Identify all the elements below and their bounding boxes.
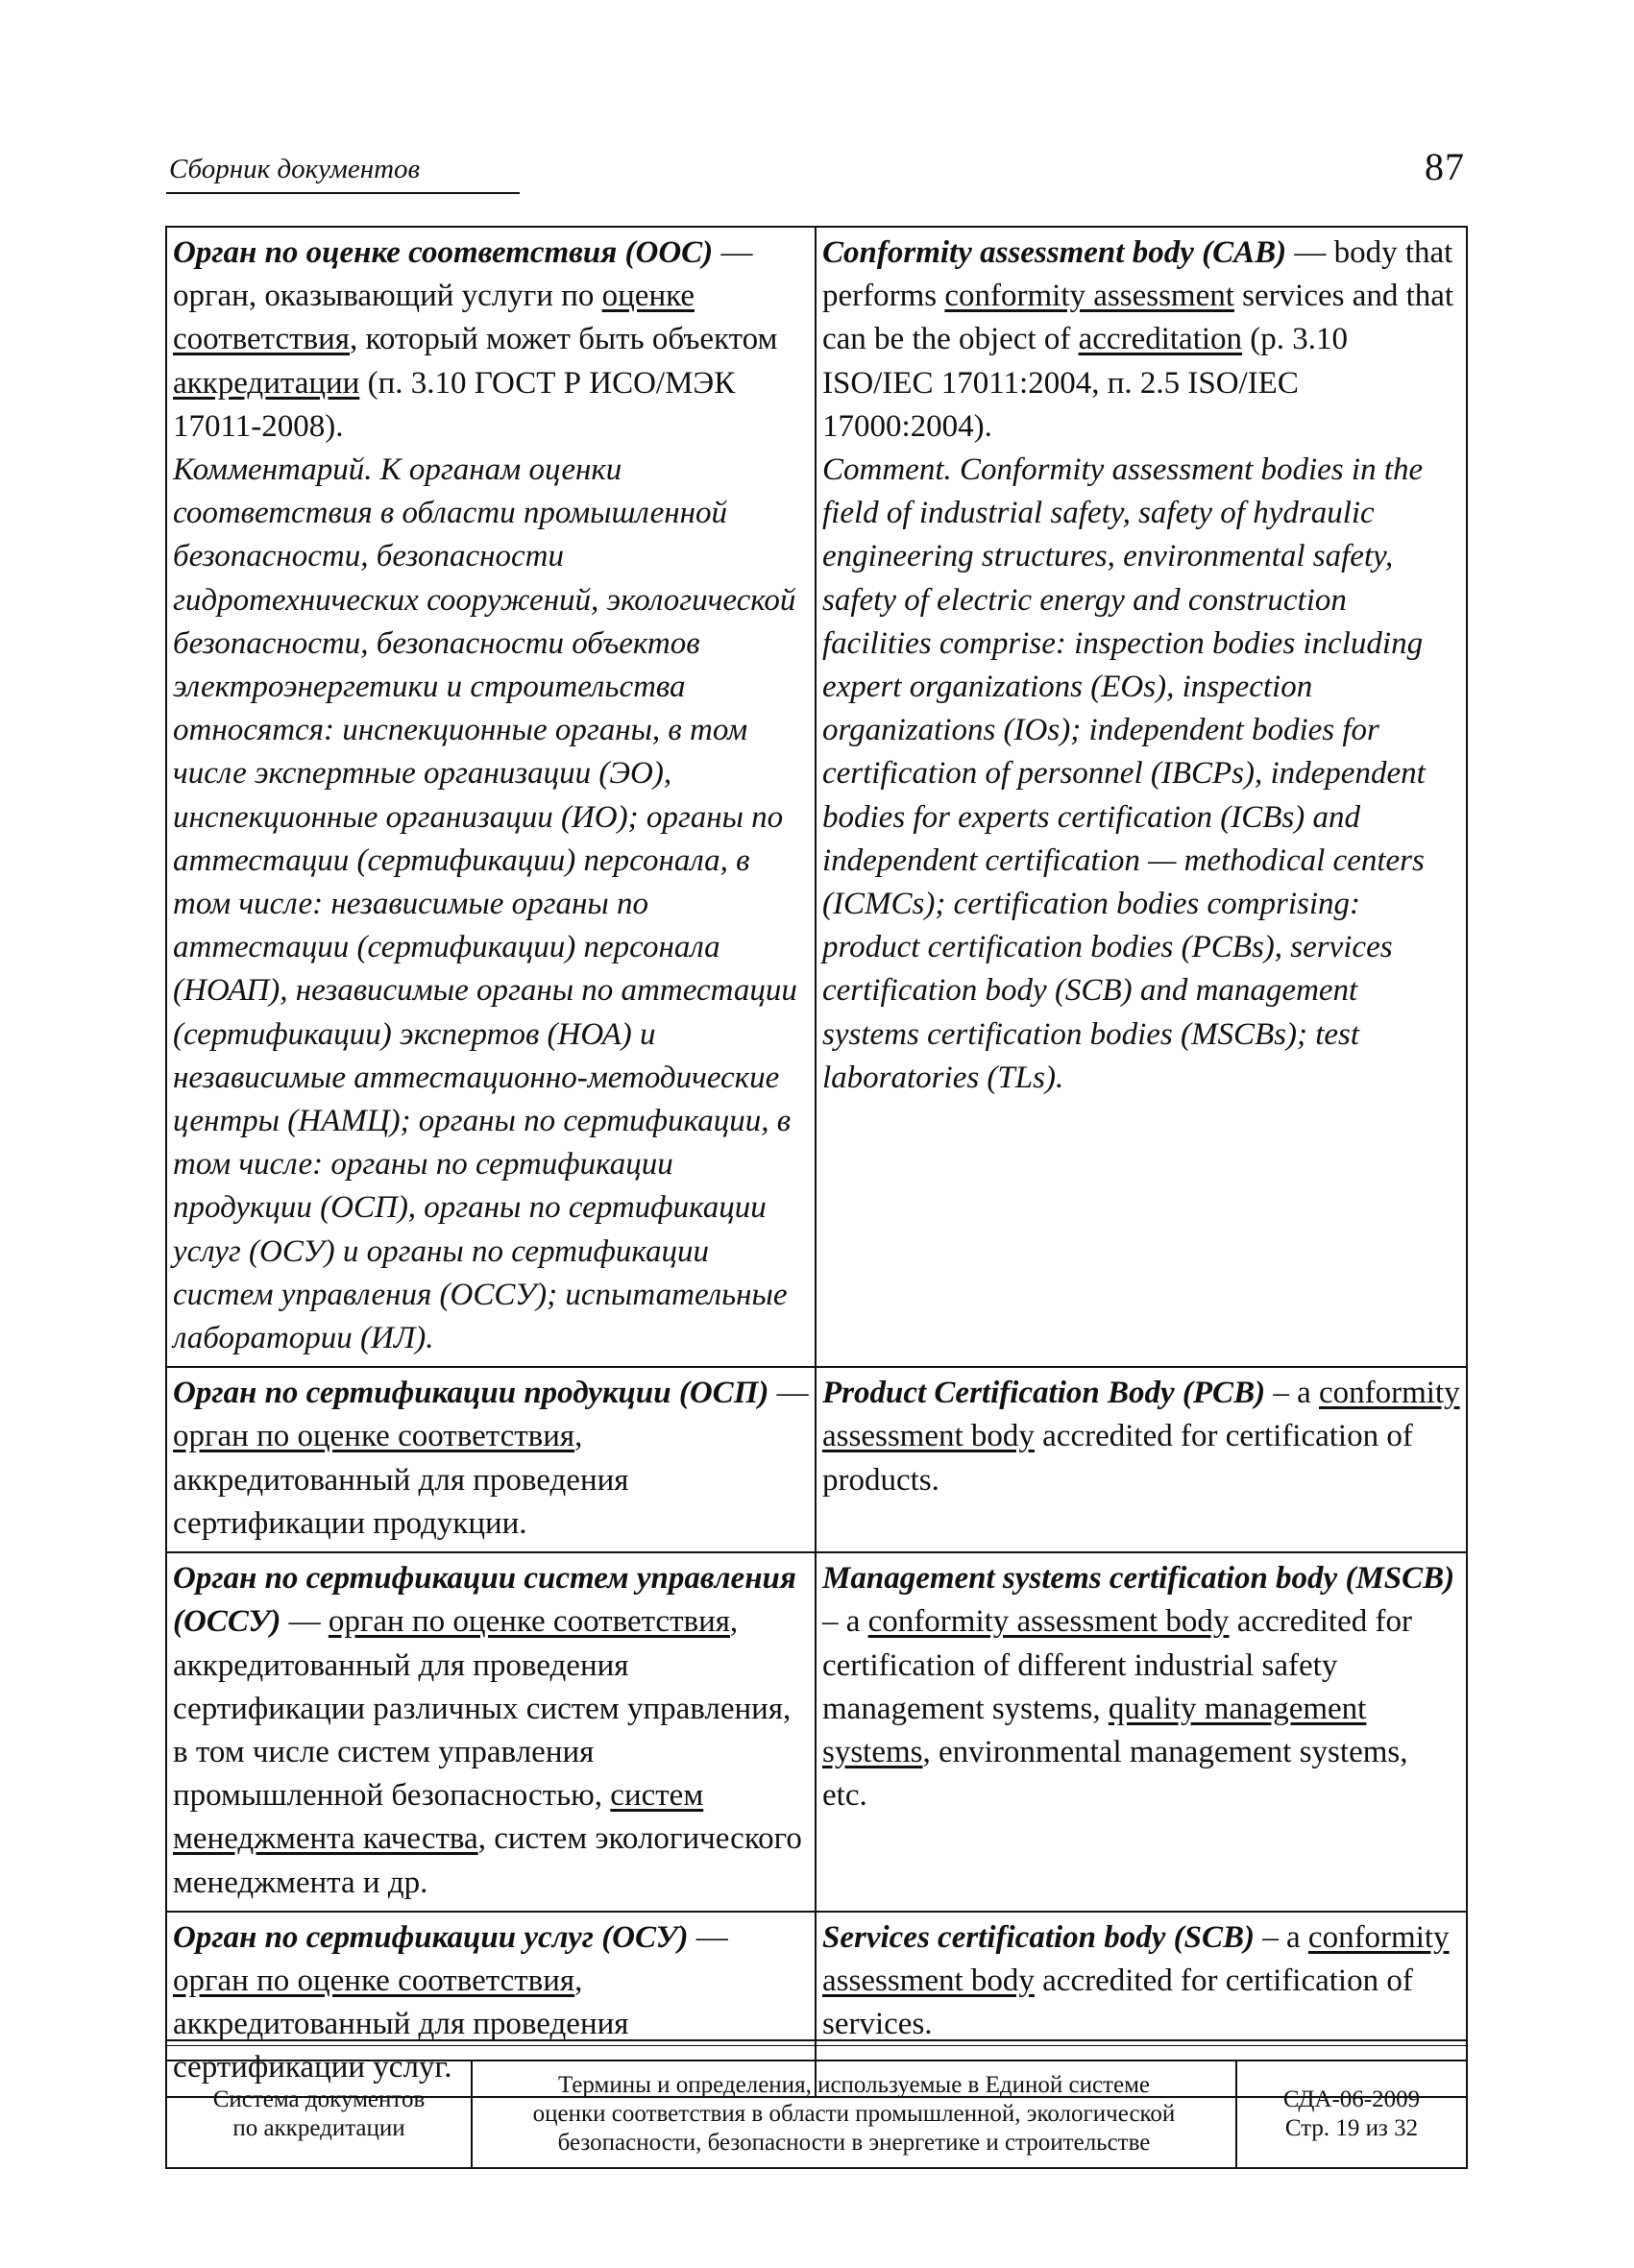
term-link[interactable]: орган по оценке соответствия (328, 1604, 730, 1640)
term-link[interactable]: accreditation (1078, 322, 1243, 357)
document-code: СДА-06-2009 (1282, 2086, 1421, 2112)
term-row-mscb (166, 1552, 1467, 1912)
footer-separator (165, 2039, 1466, 2046)
en-definition-cell (816, 1367, 1467, 1552)
term-link[interactable]: quality management systems (822, 1691, 1367, 1769)
term-row-cab (166, 227, 1467, 1367)
definition-text: , аккредитованный для проведения сертификации услуг. (173, 1963, 629, 2085)
term-row-pcb (166, 1367, 1467, 1552)
definition-text: , аккредитованный для проведения сертификации различных систем управления, в том числе систем управления промышленной безопасностью, (173, 1604, 792, 1814)
term-separator: — (1286, 235, 1334, 270)
header-underline (166, 192, 520, 194)
definition-text: (p. 3.10 ISO/IEC 17011:2004, п. 2.5 ISO/IEC 17000:2004). (822, 322, 1349, 444)
definition-text: , environmental management systems, etc. (822, 1734, 1408, 1814)
ru-definition (173, 1372, 809, 1546)
en-definition (822, 1372, 1460, 1502)
ru-term: Орган по оценке соответствия (ООС) (173, 235, 714, 270)
definition-text: accredited for certification of products. (822, 1419, 1413, 1498)
footer-line: Термины и определения, используемые в Единой системе (557, 2072, 1150, 2098)
term-separator: — (768, 1376, 809, 1411)
term-link[interactable]: conformity assessment body (822, 1376, 1460, 1454)
term-separator: — (280, 1604, 329, 1640)
definition-text: accredited for certification of different industrial safety management systems, (822, 1604, 1412, 1726)
term-link[interactable]: аккредитации (173, 365, 360, 401)
ru-comment: Комментарий. К органам оценки соответствия в области промышленной безопасности, безопасности гидротехнических сооружений, экологической безопасности, безопасности объектов электроэнергетики и строительства относятся: инспекционные органы, в том числе экспертные организации (ЭО), инспекционные организации (ИО); органы по аттестации (сертификации) персонала, в том числе: независимые органы по аттестации (сертификации) персонала (НОАП), независимые органы по аттестации (сертификации) экспертов (НОА) и независимые аттестационно-методические центры (НАМЦ); органы по сертификации, в том числе: органы по сертификации продукции (ОСП), органы по сертификации услуг (ОСУ) и органы по сертификации систем управления (ОССУ); испытательные лаборатории (ИЛ). (173, 452, 797, 1356)
footer-system-name (166, 2061, 472, 2168)
ru-definition (173, 1557, 809, 1905)
en-definition-cell (816, 227, 1467, 1367)
definition-text: accredited for certification of services. (822, 1963, 1413, 2042)
definition-text: body that performs (822, 235, 1453, 314)
term-link[interactable]: систем менеджмента качества (173, 1778, 704, 1857)
page-header (166, 144, 1467, 194)
ru-definition-cell (166, 1552, 816, 1912)
ru-term: Орган по сертификации систем управления (ОССУ) (173, 1561, 796, 1640)
footer-line: Система документов (212, 2086, 426, 2112)
en-definition (822, 232, 1460, 449)
terms-table (165, 226, 1468, 2098)
footer-line: по аккредитации (232, 2115, 405, 2141)
ru-definition (173, 232, 809, 449)
term-link[interactable]: орган по оценке соответствия (173, 1963, 575, 1998)
en-term: Product Certification Body (PCB) (822, 1376, 1266, 1411)
page-footer (165, 2060, 1468, 2169)
term-link[interactable]: conformity assessment body (867, 1604, 1230, 1640)
en-term: Services certification body (SCB) (822, 1919, 1256, 1955)
term-separator: — (688, 1919, 728, 1955)
definition-text: , систем экологического менеджмента и др. (173, 1821, 802, 1900)
term-separator: – a (822, 1604, 868, 1640)
ru-term: Орган по сертификации услуг (ОСУ) (173, 1919, 689, 1955)
definition-text: services and that can be the object of (822, 279, 1454, 357)
term-link[interactable]: conformity assessment (944, 279, 1234, 314)
ru-term: Орган по сертификации продукции (ОСП) (173, 1376, 769, 1411)
page-counter: Стр. 19 из 32 (1284, 2115, 1419, 2141)
en-definition (822, 1557, 1460, 1817)
definition-text: орган, оказывающий услуги по (173, 279, 602, 314)
en-definition (822, 1916, 1460, 2047)
term-separator: – a (1255, 1919, 1308, 1955)
en-term: Management systems certification body (MSCB) (822, 1561, 1455, 1597)
footer-line: оценки соответствия в области промышленной, экологической (532, 2101, 1176, 2127)
term-separator: – a (1265, 1376, 1319, 1411)
page-number: 87 (1425, 145, 1465, 188)
term-link[interactable]: conformity assessment body (822, 1919, 1450, 1998)
collection-title: Сборник документов (169, 154, 421, 184)
ru-definition-cell (166, 1367, 816, 1552)
en-term: Conformity assessment body (CAB) (822, 235, 1287, 270)
definition-text: (п. 3.10 ГОСТ Р ИСО/МЭК 17011-2008). (173, 365, 736, 444)
en-comment: Comment. Conformity assessment bodies in the field of industrial safety, safety of hydraulic engineering structures, environmental safety, safety of electric energy and construction facilities comprise: inspection bodies including expert organizations (EOs), inspection organizations (IOs); independent bodies for certification of personnel (IBCPs), independent bodies for experts certification (ICBs) and independent certification — methodical centers (ICMCs); certification bodies comprising: product certification bodies (PCBs), services certification body (SCB) and management systems certification bodies (MSCBs); test laboratories (TLs). (822, 452, 1426, 1095)
term-link[interactable]: орган по оценке соответствия (173, 1419, 575, 1454)
definition-text: , аккредитованный для проведения сертификации продукции. (173, 1419, 629, 1541)
footer-document-title (472, 2061, 1236, 2168)
footer-line: безопасности, безопасности в энергетике и строительстве (557, 2130, 1151, 2156)
term-separator: — (713, 235, 753, 270)
footer-document-code (1236, 2061, 1467, 2168)
definition-text: , который может быть объектом (349, 322, 778, 357)
term-link[interactable]: оценке соответствия (173, 279, 695, 357)
en-definition-cell (816, 1552, 1467, 1912)
ru-definition-cell (166, 227, 816, 1367)
